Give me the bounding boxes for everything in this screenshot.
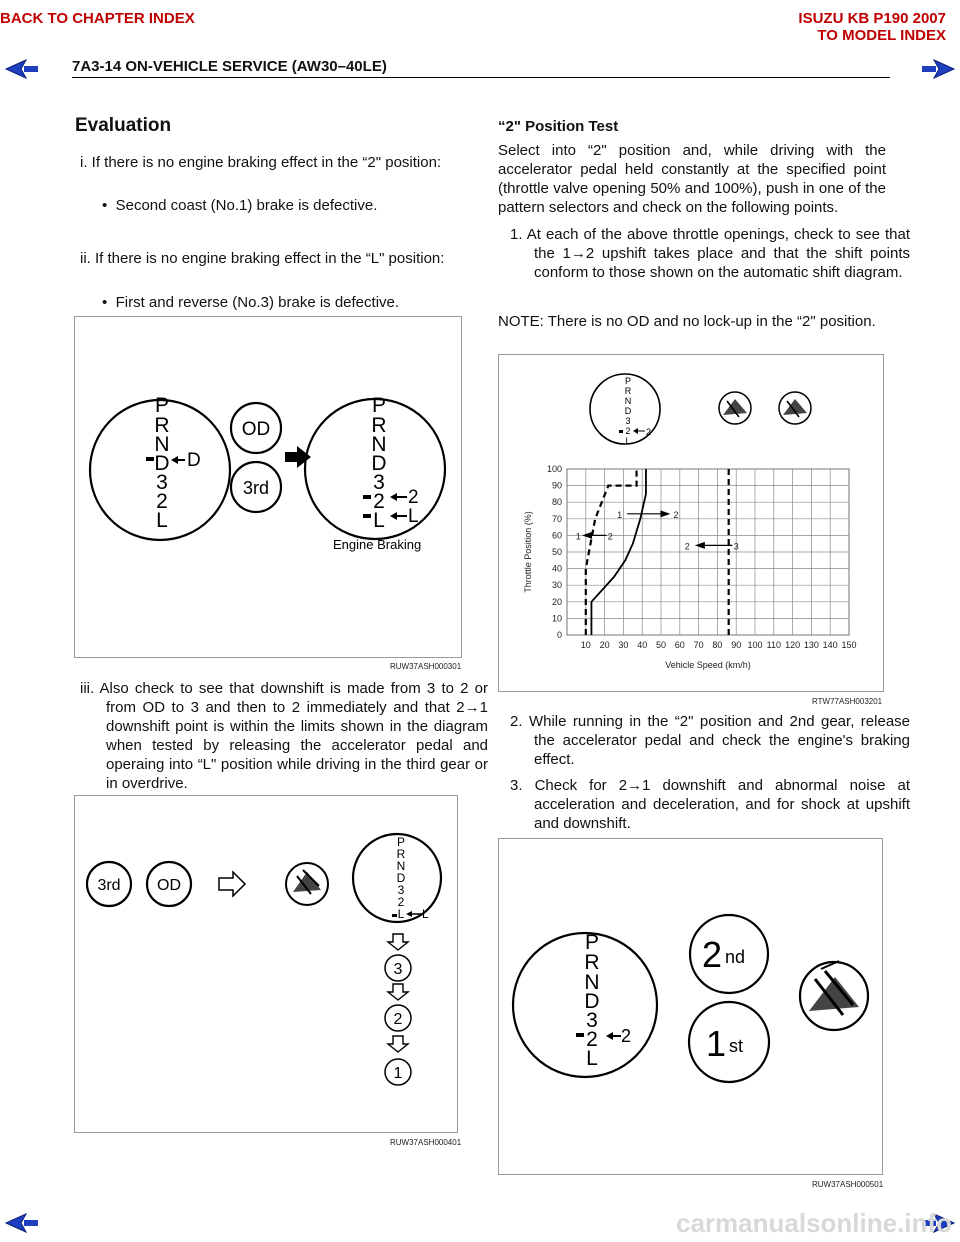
od-circle-label: OD	[157, 877, 181, 894]
back-to-chapter-link[interactable]: BACK TO CHAPTER INDEX	[0, 10, 195, 27]
header-rule	[72, 77, 890, 78]
gear-r: R	[624, 386, 632, 396]
first-gear-suffix: st	[729, 1036, 744, 1056]
arrow-icon	[606, 1032, 613, 1040]
gear-circle-2: 2	[393, 1011, 403, 1028]
x-tick-label: 70	[693, 640, 704, 650]
second-gear-suffix: nd	[725, 947, 746, 967]
gear-d: D	[154, 452, 170, 475]
bullet-ii-text: First and reverse (No.3) brake is defective.	[115, 294, 400, 311]
gear-l: L	[586, 1047, 598, 1070]
gear-3: 3	[586, 1009, 598, 1032]
shift-annotation: 2	[684, 541, 690, 552]
gear-l: L	[373, 509, 385, 532]
x-tick-label: 140	[822, 640, 838, 650]
od-circle-label: OD	[241, 419, 271, 440]
dial-mark-l: L	[422, 907, 429, 921]
gear-l: L	[156, 509, 168, 532]
gear-3: 3	[397, 883, 405, 897]
shift-annotation: 2	[607, 531, 613, 542]
figure-shift-diagram	[498, 354, 884, 692]
y-tick-label: 30	[551, 580, 562, 591]
gear-p: P	[154, 394, 170, 417]
evaluation-item-ii: ii. If there is no engine braking effect in the “L" position:	[80, 250, 445, 267]
engine-braking-diagram	[75, 317, 461, 657]
gear-l: L	[625, 436, 631, 446]
shift-diagram-svg	[499, 355, 883, 691]
gear-l: L	[397, 907, 405, 921]
x-tick-label: 50	[655, 640, 667, 650]
y-tick-label: 90	[551, 480, 562, 491]
gear-d: D	[371, 452, 387, 475]
position-test-intro: Select into “2" position and, while driving with the accelerator pedal held constantly at the specified point (throttle valve opening 50% and 100%), push in one of the pattern selectors and check on the following points.	[498, 142, 886, 216]
gear-n: N	[154, 433, 170, 456]
arrow-icon	[171, 456, 178, 464]
to-model-index[interactable]: TO MODEL INDEX	[817, 27, 946, 44]
second-gear-number: 2	[702, 934, 723, 975]
x-tick-label: 90	[731, 640, 742, 650]
gear-3: 3	[373, 471, 385, 494]
arrow-icon	[390, 512, 397, 520]
gear-r: R	[584, 951, 600, 974]
section-heading-2-position-test: “2" Position Test	[498, 118, 619, 135]
watermark: carmanualsonline.info	[676, 1208, 952, 1238]
figure-engine-braking	[74, 316, 462, 658]
position-test-step-1: 1. At each of the above throttle openings, check to see that the 1→2 upshift takes place and that the shift points conform to those shown on the automatic shift diagram.	[510, 226, 910, 281]
shift-3-2-arrow-head	[695, 542, 705, 549]
x-tick-label: 110	[766, 640, 781, 650]
gear-n: N	[371, 433, 387, 456]
shift-dial	[584, 931, 599, 1070]
dial-right-mark-l: L	[408, 506, 419, 527]
third-circle-label: 3rd	[242, 478, 270, 498]
x-tick-label: 40	[637, 640, 648, 650]
figure3-caption: RTW77ASH003201	[812, 697, 883, 706]
down-arrow-icon	[388, 934, 408, 1052]
model-index-link[interactable]	[798, 10, 946, 44]
gear-r: R	[154, 414, 170, 437]
shift-dial	[625, 376, 632, 446]
x-tick-label: 150	[841, 640, 857, 650]
gear-2: 2	[625, 426, 631, 436]
gear-d: D	[584, 990, 600, 1013]
gear-r: R	[371, 414, 387, 437]
x-tick-label: 100	[747, 640, 763, 650]
gear-p: P	[396, 835, 406, 849]
evaluation-bullet-i	[102, 196, 462, 215]
first-gear-number: 1	[706, 1023, 727, 1064]
gear-d: D	[396, 871, 406, 885]
gear-check-diagram	[499, 839, 882, 1174]
shift-dial	[397, 835, 406, 921]
gear-2: 2	[156, 490, 168, 513]
foot-pedal-icon	[779, 392, 811, 424]
gear-2: 2	[586, 1028, 598, 1051]
bullet-icon: •	[102, 197, 116, 214]
gear-2: 2	[397, 895, 405, 909]
x-tick-label: 80	[712, 640, 723, 650]
gear-p: P	[371, 394, 387, 417]
section-heading-evaluation: Evaluation	[75, 115, 172, 136]
x-tick-label: 30	[618, 640, 629, 650]
y-tick-label: 0	[556, 630, 562, 640]
position-test-note: NOTE: There is no OD and no lock-up in the “2" position.	[498, 313, 876, 330]
foot-pedal-icon	[719, 392, 751, 424]
y-tick-label: 40	[551, 563, 562, 574]
third-circle-label: 3rd	[97, 877, 121, 894]
arrow-icon	[633, 428, 638, 434]
x-tick-label: 130	[803, 640, 819, 650]
foot-accelerator-icon	[800, 961, 868, 1030]
figure2-caption: RUW37ASH000401	[390, 1138, 462, 1147]
evaluation-item-i: i. If there is no engine braking effect in the “2" position:	[80, 154, 442, 171]
shift-annotation: 2	[673, 509, 679, 520]
gear-n: N	[396, 859, 406, 873]
upshift-1-2-arrow-head	[660, 510, 670, 517]
gear-n: N	[584, 971, 600, 994]
prev-page-arrow-icon[interactable]	[4, 58, 40, 80]
downshift-sequence-diagram	[75, 796, 457, 1132]
x-tick-label: 20	[599, 640, 610, 650]
next-page-arrow-icon[interactable]	[920, 58, 956, 80]
gear-3: 3	[625, 416, 631, 426]
x-axis-label: Vehicle Speed (km/h)	[665, 660, 751, 670]
position-test-step-2: 2. While running in the “2" position and 2nd gear, release the accelerator pedal and check the engine's braking effect.	[510, 713, 910, 768]
dial-left-mark: D	[187, 450, 201, 471]
shift-annotation: 1	[575, 531, 581, 542]
evaluation-bullet-ii	[102, 293, 462, 312]
x-tick-label: 60	[674, 640, 685, 650]
arrow-icon	[406, 911, 412, 917]
figure4-caption: RUW37ASH000501	[812, 1180, 884, 1189]
gear-p: P	[624, 376, 632, 386]
shift-dial-left	[154, 394, 169, 532]
shift-annotation: 3	[733, 541, 739, 552]
shift-chart	[523, 464, 857, 670]
gear-d: D	[624, 406, 632, 416]
gear-circle-1: 1	[393, 1065, 403, 1082]
dial-mark-2: 2	[646, 427, 652, 437]
y-tick-label: 100	[546, 464, 562, 474]
figure1-caption: RUW37ASH000301	[390, 662, 462, 671]
gear-p: P	[584, 931, 600, 954]
x-tick-label: 120	[785, 640, 801, 650]
arrow-icon	[390, 493, 397, 501]
dial-mark-2: 2	[621, 1026, 632, 1046]
y-tick-label: 60	[551, 530, 562, 541]
y-tick-label: 70	[551, 513, 562, 524]
y-tick-label: 20	[551, 596, 562, 607]
page-header-title: 7A3-14 ON-VEHICLE SERVICE (AW30–40LE)	[72, 58, 387, 75]
foot-release-pedal-icon	[286, 863, 328, 905]
prev-page-arrow-icon[interactable]	[4, 1212, 40, 1234]
position-test-step-3: 3. Check for 2→1 downshift and abnormal noise at acceleration and deceleration, and for shock at upshift and downshift.	[510, 777, 910, 832]
figure-gear-check	[498, 838, 883, 1175]
gear-n: N	[624, 396, 632, 406]
gear-3: 3	[156, 471, 168, 494]
x-tick-label: 10	[580, 640, 591, 650]
downshift-2-1-arrow-head	[582, 532, 592, 539]
y-axis-label: Throttle Position (%)	[523, 511, 533, 593]
figure-downshift-sequence	[74, 795, 458, 1133]
engine-braking-label: Engine Braking	[333, 537, 422, 552]
dial-right-mark-2: 2	[408, 487, 419, 508]
gear-r: R	[396, 847, 406, 861]
y-tick-label: 50	[551, 547, 562, 557]
model-title: ISUZU KB P190 2007	[798, 10, 946, 27]
shift-dial-right	[371, 394, 386, 532]
bullet-icon: •	[102, 294, 116, 311]
bullet-i-text: Second coast (No.1) brake is defective.	[115, 197, 378, 214]
hollow-arrow-icon	[219, 872, 245, 896]
gear-2: 2	[373, 490, 385, 513]
shift-annotation: 1	[617, 509, 623, 520]
y-tick-label: 80	[551, 497, 562, 508]
evaluation-item-iii: iii. Also check to see that downshift is made from 3 to 2 or from OD to 3 and then to 2 immediately and that 2→1 downshift point is within the limits shown in the diagram when tested by releasing the accelerator pedal and operaing into “L" position while driving in the third gear or in overdrive.	[80, 680, 488, 792]
gear-circle-3: 3	[393, 961, 403, 978]
y-tick-label: 10	[551, 613, 562, 624]
